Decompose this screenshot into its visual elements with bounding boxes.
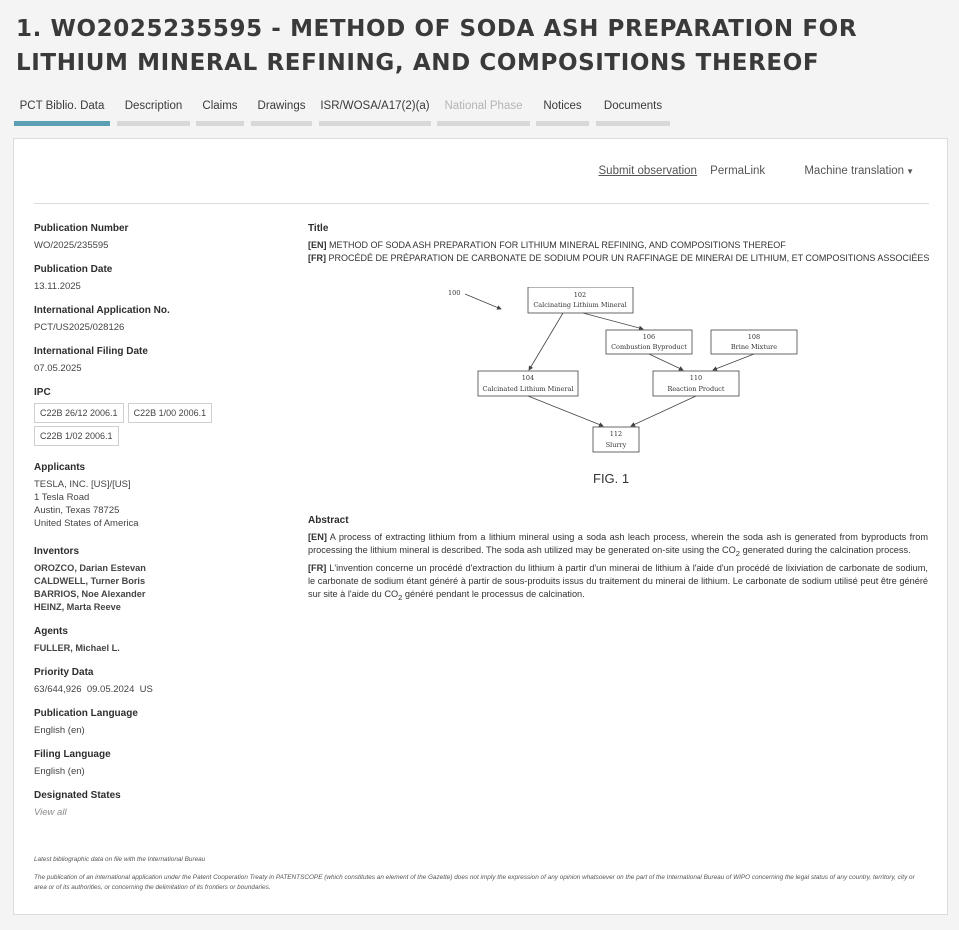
box-label: Calcinated Lithium Mineral (482, 385, 574, 393)
box-label: Slurry (605, 441, 627, 449)
lang-tag: [FR] (308, 562, 327, 573)
field-ipc (34, 387, 274, 446)
subscript: 2 (735, 548, 741, 558)
biblio-fields (34, 223, 274, 831)
applicant-address-line: 1 Tesla Road (34, 492, 90, 503)
box-number: 110 (689, 374, 703, 382)
box-label: Combustion Byproduct (611, 343, 687, 351)
tab-description[interactable]: Description (117, 100, 190, 126)
box-label: Calcinating Lithium Mineral (533, 301, 627, 309)
ipc-chip[interactable]: C22B 1/02 2006.1 (34, 426, 119, 446)
tab-documents[interactable]: Documents (596, 100, 670, 126)
content-column (308, 223, 930, 602)
machine-translation-dropdown[interactable] (804, 165, 914, 177)
field-publication-date (34, 264, 274, 293)
filing-language-value: English (en) (34, 766, 85, 777)
action-links (589, 165, 914, 177)
field-designated-states (34, 790, 274, 819)
tab-drawings[interactable]: Drawings (251, 100, 312, 126)
priority-country: US (139, 684, 153, 695)
field-label: Agents (34, 626, 68, 637)
title-fr (308, 252, 928, 265)
title-en-text: METHOD OF SODA ASH PREPARATION FOR LITHIUM MINERAL REFINING, AND COMPOSITIONS THEREOF (329, 240, 786, 250)
box-number: 102 (573, 291, 587, 299)
abstract-en (308, 531, 928, 560)
field-label: Publication Date (34, 264, 113, 275)
field-intl-app-no (34, 305, 274, 334)
tab-claims[interactable]: Claims (196, 100, 244, 126)
field-publication-language (34, 708, 274, 737)
inventor-name: CALDWELL, Turner Boris (34, 576, 146, 586)
field-publication-number (34, 223, 274, 252)
applicant-address-line: United States of America (34, 518, 139, 529)
agent-name: FULLER, Michael L. (34, 643, 120, 653)
tab-pct-biblio-data[interactable]: PCT Biblio. Data (14, 100, 110, 126)
box-number: 104 (521, 374, 535, 382)
field-label: IPC (34, 387, 51, 398)
submit-observation-link[interactable]: Submit observation (598, 165, 697, 177)
subscript: 2 (398, 592, 403, 602)
caret-down-icon: ▼ (906, 167, 914, 176)
field-label: International Application No. (34, 305, 170, 316)
field-inventors (34, 546, 274, 614)
abstract-en-text: A process of extracting lithium from a lithium mineral using a soda ash leach process, wherein the soda ash is generated from byproducts from processing the lithium mineral is described. The soda ash utilized may be generated on-site using the CO (308, 532, 928, 555)
box-106 (606, 330, 692, 354)
tab-isr-wosa[interactable]: ISR/WOSA/A17(2)(a) (319, 100, 431, 126)
tab-notices[interactable]: Notices (536, 100, 589, 126)
title-fr-text: PROCÉDÉ DE PRÉPARATION DE CARBONATE DE SODIUM POUR UN RAFFINAGE DE MINERAI DE LITHIUM, ET COMPOSITIONS ASSOCIÉES (328, 253, 930, 263)
abstract-fr (308, 562, 928, 604)
field-intl-filing-date (34, 346, 274, 375)
figure-caption: FIG. 1 (593, 471, 630, 486)
permalink-link[interactable]: PermaLink (710, 165, 766, 177)
abstract-label: Abstract (308, 515, 349, 526)
publication-language-value: English (en) (34, 725, 85, 736)
field-applicants (34, 462, 274, 530)
inventor-name: BARRIOS, Noe Alexander (34, 589, 146, 599)
title-en (308, 239, 928, 252)
priority-number: 63/644,926 (34, 684, 82, 695)
field-label: Publication Number (34, 223, 129, 234)
box-label: Reaction Product (667, 385, 725, 393)
lang-tag: [FR] (308, 253, 326, 263)
ipc-chip[interactable]: C22B 1/00 2006.1 (128, 403, 213, 423)
figure-ref-number: 100 (448, 289, 461, 297)
biblio-panel (13, 138, 948, 915)
field-label: Applicants (34, 462, 86, 473)
ref-arrow (465, 294, 501, 309)
abstract-fr-text: généré pendant le processus de calcination. (402, 588, 585, 599)
abstract-fr-text: L'invention concerne un procédé d'extraction du lithium à partir d'un minerai de lithium à l'aide d'un procédé de lixiviation de carbonate de sodium, le carbonate de sodium étant généré à partir de sous-produits issus du traitement du minerai de lithium. Le carbonate de sodium utilisé peut être généré sur site à l'aide du CO (308, 562, 928, 599)
applicant-name: TESLA, INC. [US]/[US] (34, 479, 131, 490)
box-108 (711, 330, 797, 354)
patent-figure[interactable] (443, 287, 863, 497)
inventor-name: OROZCO, Darian Estevan (34, 563, 146, 573)
publication-date-value: 13.11.2025 (34, 281, 81, 292)
tab-national-phase: National Phase (437, 100, 530, 126)
box-label: Brine Mixture (730, 343, 778, 351)
view-all-link[interactable]: View all (34, 807, 67, 818)
intl-app-no-value: PCT/US2025/028126 (34, 322, 125, 333)
field-label: Inventors (34, 546, 80, 557)
field-label: Publication Language (34, 708, 138, 719)
ipc-chips (34, 403, 234, 446)
ipc-chip[interactable]: C22B 26/12 2006.1 (34, 403, 124, 423)
box-112 (593, 427, 639, 452)
field-agents (34, 626, 274, 655)
flow-diagram (443, 287, 863, 467)
footer-disclaimer: The publication of an international application under the Patent Cooperation Treaty in PATENTSCOPE (which constitutes an element of the Gazette) does not imply the expression of any opinion whatsoever on the part of the International Bureau of WIPO concerning the legal status of any country, territory, city or area or of its authorities, or concerning the delimitation of its frontiers or boundaries. (34, 874, 915, 891)
field-label: International Filing Date (34, 346, 148, 357)
intl-filing-date-value: 07.05.2025 (34, 363, 82, 374)
page-title: 1. WO2025235595 - METHOD OF SODA ASH PREPARATION FOR LITHIUM MINERAL REFINING, AND COMPOSITIONS THEREOF (16, 16, 858, 76)
priority-date: 09.05.2024 (86, 684, 135, 695)
box-110 (653, 371, 739, 396)
inventor-name: HEINZ, Marta Reeve (34, 602, 121, 612)
machine-translation-label: Machine translation (804, 165, 905, 177)
box-number: 112 (609, 430, 623, 438)
lang-tag: [EN] (308, 532, 327, 542)
field-filing-language (34, 749, 274, 778)
field-priority-data (34, 667, 274, 696)
abstract-en-text: generated during the calcination process. (740, 545, 911, 555)
abstract-section (308, 515, 928, 604)
box-104 (478, 371, 578, 396)
box-102 (528, 287, 633, 313)
footer-note: Latest bibliographic data on file with the International Bureau (34, 856, 206, 863)
field-label: Priority Data (34, 667, 94, 678)
divider (34, 203, 929, 204)
applicant-address-line: Austin, Texas 78725 (34, 505, 120, 516)
box-number: 108 (747, 333, 761, 341)
field-label: Filing Language (34, 749, 111, 760)
lang-tag: [EN] (308, 240, 327, 250)
title-label: Title (308, 223, 329, 234)
field-label: Designated States (34, 790, 121, 801)
box-number: 106 (642, 333, 656, 341)
publication-number-value: WO/2025/235595 (34, 240, 109, 251)
